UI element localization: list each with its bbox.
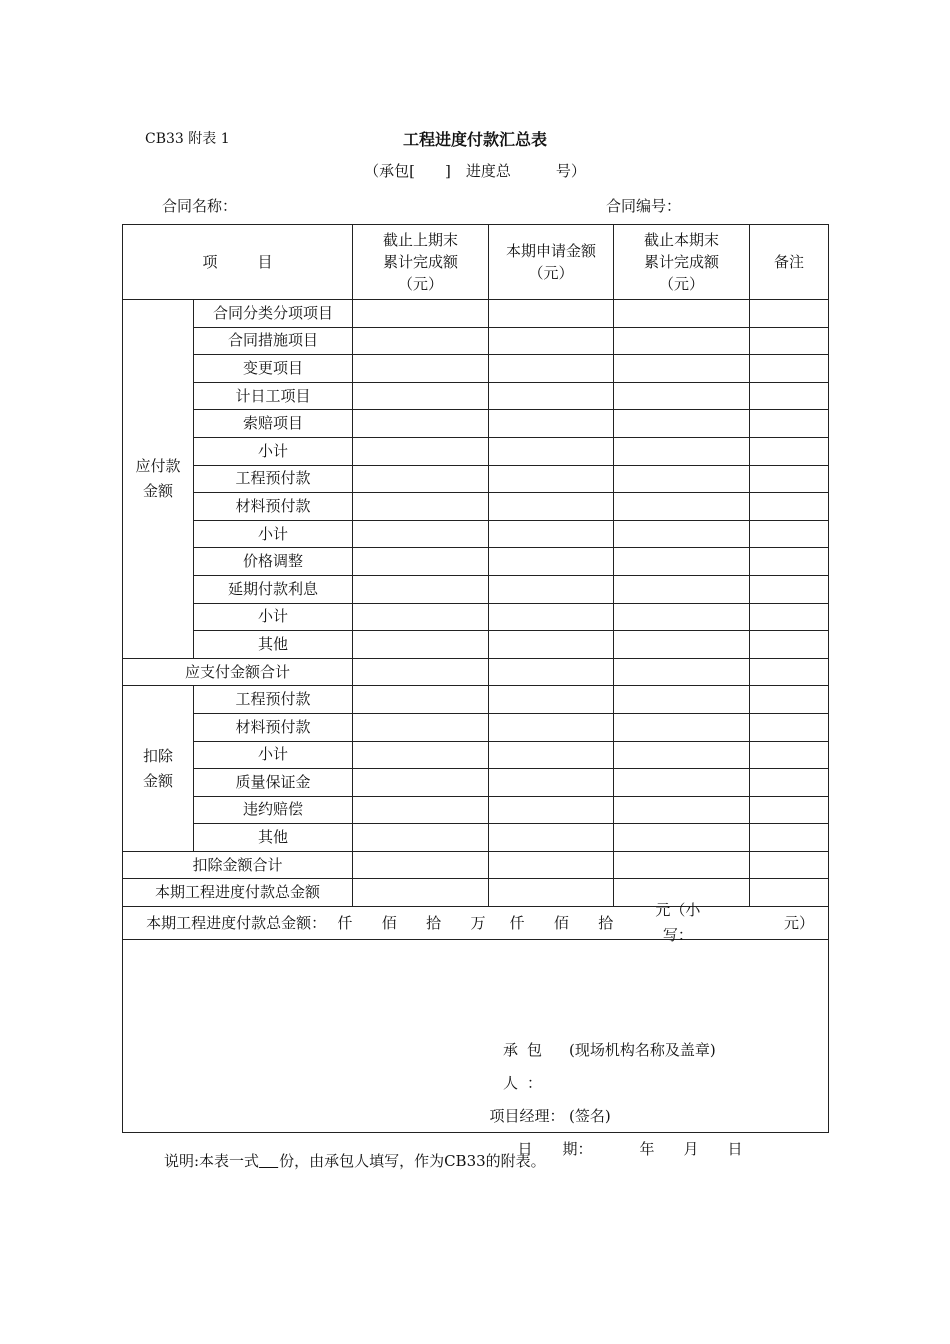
header-this-cum-2: 累计完成额	[643, 253, 719, 271]
input-cell[interactable]	[750, 520, 829, 548]
input-cell[interactable]	[353, 520, 489, 548]
input-cell[interactable]	[614, 686, 750, 714]
input-cell[interactable]	[489, 520, 614, 548]
footnote	[164, 1150, 546, 1171]
table-row	[123, 382, 829, 410]
input-cell[interactable]	[353, 327, 489, 355]
input-cell[interactable]	[353, 686, 489, 714]
contract-name-label: 合同名称：	[162, 197, 238, 215]
input-cell[interactable]	[353, 879, 489, 907]
header-this-cumulative	[614, 225, 750, 300]
input-cell[interactable]	[750, 658, 829, 686]
input-cell[interactable]	[614, 741, 750, 769]
header-prev-cumulative	[353, 225, 489, 300]
yuan-end-label: 元）	[783, 913, 814, 932]
input-cell[interactable]	[750, 493, 829, 521]
row-label: 工程预付款	[194, 465, 353, 493]
amount-unit: 万	[470, 913, 486, 932]
signature-block	[485, 1034, 757, 1166]
input-cell[interactable]	[353, 851, 489, 879]
input-cell[interactable]	[614, 603, 750, 631]
row-label: 材料预付款	[194, 713, 353, 741]
deduction-group-label-2: 金额	[142, 771, 173, 790]
amount-unit: 仟	[337, 913, 353, 932]
table-row	[123, 686, 829, 714]
input-cell[interactable]	[353, 575, 489, 603]
payable-total-label: 应支付金额合计	[123, 658, 353, 686]
project-manager-label: 项目经理：	[489, 1107, 565, 1126]
header-current-request	[489, 225, 614, 300]
input-cell[interactable]	[489, 879, 614, 907]
form-code: CB33 附表 1	[145, 131, 230, 147]
input-cell[interactable]	[750, 465, 829, 493]
date-month[interactable]: 月	[683, 1140, 699, 1159]
input-cell[interactable]	[614, 575, 750, 603]
input-cell[interactable]	[750, 382, 829, 410]
input-cell[interactable]	[750, 879, 829, 907]
table-row	[123, 824, 829, 852]
input-cell[interactable]	[353, 548, 489, 576]
header-this-cum-3: （元）	[658, 275, 704, 293]
row-label: 小计	[194, 603, 353, 631]
row-label: 其他	[194, 631, 353, 659]
total-words-label: 本期工程进度付款总金额：	[146, 913, 327, 932]
input-cell[interactable]	[489, 824, 614, 852]
input-cell[interactable]	[614, 382, 750, 410]
input-cell[interactable]	[489, 300, 614, 328]
input-cell[interactable]	[353, 631, 489, 659]
header-row	[123, 225, 829, 300]
table-row	[123, 493, 829, 521]
table-row	[123, 548, 829, 576]
period-total-label: 本期工程进度付款总金额	[123, 879, 353, 907]
input-cell[interactable]	[353, 603, 489, 631]
row-label: 合同措施项目	[194, 327, 353, 355]
row-label: 其他	[194, 824, 353, 852]
header-remarks: 备注	[750, 225, 829, 300]
row-label: 小计	[194, 741, 353, 769]
project-manager-line	[485, 1100, 757, 1133]
payable-group-label	[123, 300, 194, 659]
header-prev-cum-3: （元）	[397, 275, 443, 293]
input-cell[interactable]	[353, 300, 489, 328]
header-item-b: 目	[257, 253, 273, 271]
input-cell[interactable]	[489, 851, 614, 879]
input-cell[interactable]	[353, 410, 489, 438]
input-cell[interactable]	[489, 355, 614, 383]
table-row	[123, 465, 829, 493]
total-words-row	[123, 907, 829, 940]
table-row	[123, 575, 829, 603]
input-cell[interactable]	[750, 603, 829, 631]
input-cell[interactable]	[614, 493, 750, 521]
table-row	[123, 741, 829, 769]
row-label: 计日工项目	[194, 382, 353, 410]
contract-no-label: 合同编号：	[606, 197, 682, 215]
copies-blank[interactable]	[259, 1152, 279, 1170]
amount-unit: 佰	[381, 913, 397, 932]
row-label: 质量保证金	[194, 769, 353, 797]
input-cell[interactable]	[614, 713, 750, 741]
input-cell[interactable]	[489, 741, 614, 769]
input-cell[interactable]	[614, 796, 750, 824]
row-label: 合同分类分项项目	[194, 300, 353, 328]
input-cell[interactable]	[489, 796, 614, 824]
input-cell[interactable]	[750, 796, 829, 824]
input-cell[interactable]	[750, 851, 829, 879]
deduction-total-row	[123, 851, 829, 879]
total-words-line	[123, 901, 828, 945]
input-cell[interactable]	[489, 686, 614, 714]
input-cell[interactable]	[489, 410, 614, 438]
input-cell[interactable]	[750, 548, 829, 576]
input-cell[interactable]	[614, 327, 750, 355]
row-label: 小计	[194, 520, 353, 548]
input-cell[interactable]	[750, 575, 829, 603]
table-row	[123, 713, 829, 741]
row-label: 工程预付款	[194, 686, 353, 714]
page-subtitle: （承包[ ] 进度总 号）	[364, 162, 586, 180]
amount-unit: 拾	[426, 913, 442, 932]
payment-summary-table	[122, 224, 829, 1159]
input-cell[interactable]	[750, 741, 829, 769]
row-label: 变更项目	[194, 355, 353, 383]
signature-row	[123, 940, 829, 1133]
table-row	[123, 437, 829, 465]
input-cell[interactable]	[489, 713, 614, 741]
row-label: 材料预付款	[194, 493, 353, 521]
period-total-row	[123, 879, 829, 907]
header-item	[123, 225, 353, 300]
deduction-group-label-1: 扣除	[142, 746, 173, 765]
header-item-a: 项	[202, 253, 218, 271]
input-cell[interactable]	[489, 382, 614, 410]
contractor-value[interactable]: (现场机构名称及盖章)	[569, 1041, 716, 1060]
header-current-2: （元）	[528, 264, 574, 282]
table-row	[123, 355, 829, 383]
input-cell[interactable]	[750, 686, 829, 714]
payable-group-label-2: 金额	[142, 481, 173, 500]
input-cell[interactable]	[489, 631, 614, 659]
input-cell[interactable]	[353, 382, 489, 410]
table-row	[123, 769, 829, 797]
input-cell[interactable]	[614, 658, 750, 686]
amount-unit: 仟	[509, 913, 525, 932]
input-cell[interactable]	[750, 631, 829, 659]
amount-unit: 佰	[553, 913, 569, 932]
table-row	[123, 520, 829, 548]
date-day[interactable]: 日	[727, 1140, 743, 1159]
input-cell[interactable]	[353, 741, 489, 769]
input-cell[interactable]	[750, 355, 829, 383]
header-prev-cum-1: 截止上期末	[382, 231, 458, 249]
input-cell[interactable]	[489, 465, 614, 493]
contractor-label: 承包人：	[502, 1041, 551, 1093]
input-cell[interactable]	[353, 355, 489, 383]
footnote-prefix: 说明:本表一式	[164, 1152, 260, 1170]
input-cell[interactable]	[489, 437, 614, 465]
input-cell[interactable]	[750, 824, 829, 852]
row-label: 索赔项目	[194, 410, 353, 438]
header-this-cum-1: 截止本期末	[643, 231, 719, 249]
input-cell[interactable]	[750, 769, 829, 797]
input-cell[interactable]	[353, 769, 489, 797]
table-row	[123, 300, 829, 328]
input-cell[interactable]	[750, 437, 829, 465]
table-row	[123, 410, 829, 438]
page-title: 工程进度付款汇总表	[402, 130, 547, 149]
input-cell[interactable]	[614, 465, 750, 493]
deduction-total-label: 扣除金额合计	[123, 851, 353, 879]
input-cell[interactable]	[489, 327, 614, 355]
input-cell[interactable]	[489, 575, 614, 603]
payable-group-label-1: 应付款	[135, 456, 181, 475]
input-cell[interactable]	[489, 603, 614, 631]
input-cell[interactable]	[614, 520, 750, 548]
input-cell[interactable]	[750, 300, 829, 328]
input-cell[interactable]	[353, 465, 489, 493]
input-cell[interactable]	[353, 824, 489, 852]
input-cell[interactable]	[489, 769, 614, 797]
input-cell[interactable]	[614, 851, 750, 879]
deduction-group-label	[123, 686, 194, 852]
input-cell[interactable]	[614, 355, 750, 383]
total-words-cell[interactable]	[123, 901, 829, 945]
table-row	[123, 327, 829, 355]
input-cell[interactable]	[353, 796, 489, 824]
header-prev-cum-2: 累计完成额	[382, 253, 458, 271]
row-label: 延期付款利息	[194, 575, 353, 603]
header-current-1: 本期申请金额	[505, 242, 596, 260]
input-cell[interactable]	[614, 300, 750, 328]
input-cell[interactable]	[353, 658, 489, 686]
input-cell[interactable]	[353, 493, 489, 521]
table-row	[123, 603, 829, 631]
input-cell[interactable]	[614, 631, 750, 659]
input-cell[interactable]	[614, 437, 750, 465]
input-cell[interactable]	[614, 410, 750, 438]
input-cell[interactable]	[489, 658, 614, 686]
input-cell[interactable]	[750, 410, 829, 438]
payable-total-row	[123, 658, 829, 686]
footnote-suffix: 份，由承包人填写，作为CB33的附表。	[279, 1152, 546, 1170]
row-label: 违约赔偿	[194, 796, 353, 824]
yuan-small-label: 元（小写：	[655, 901, 701, 945]
input-cell[interactable]	[750, 713, 829, 741]
contractor-line	[485, 1034, 757, 1100]
input-cell[interactable]	[353, 437, 489, 465]
input-cell[interactable]	[489, 548, 614, 576]
amount-unit: 拾	[598, 913, 614, 932]
table-row	[123, 796, 829, 824]
input-cell[interactable]	[353, 713, 489, 741]
row-label: 小计	[194, 437, 353, 465]
input-cell[interactable]	[750, 327, 829, 355]
row-label: 价格调整	[194, 548, 353, 576]
project-manager-value[interactable]: (签名)	[569, 1107, 611, 1126]
date-year[interactable]: 年	[639, 1140, 655, 1159]
signature-cell	[123, 940, 829, 1159]
input-cell[interactable]	[614, 769, 750, 797]
table-row	[123, 631, 829, 659]
input-cell[interactable]	[489, 493, 614, 521]
input-cell[interactable]	[614, 824, 750, 852]
input-cell[interactable]	[614, 548, 750, 576]
date-label: 日 期：	[517, 1140, 593, 1159]
